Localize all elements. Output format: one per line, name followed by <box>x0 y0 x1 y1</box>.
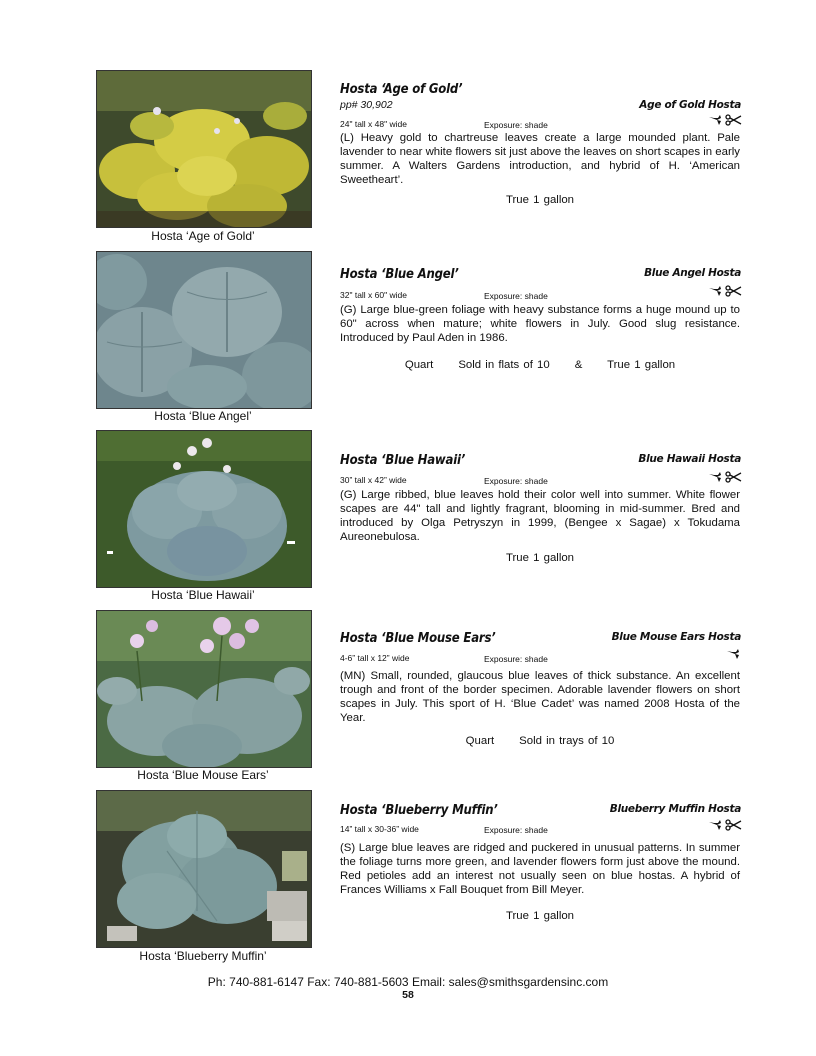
cut-flower-icon <box>726 820 741 830</box>
common-name: Blueberry Muffin Hosta <box>609 803 741 815</box>
exposure: Exposure: shade <box>484 476 548 486</box>
availability: True 1 gallon <box>505 552 575 564</box>
plant-size: 4-6” tall x 12” wide <box>340 653 410 663</box>
photo-caption: Hosta ‘Age of Gold’ <box>151 229 255 243</box>
photo-caption: Hosta ‘Blue Hawaii’ <box>151 588 255 602</box>
common-name: Age of Gold Hosta <box>639 99 741 111</box>
plant-photo <box>96 251 312 409</box>
availability: True 1 gallon <box>505 910 575 922</box>
hummingbird-icon <box>709 820 721 830</box>
cut-flower-icon <box>726 115 741 125</box>
plant-description: (G) Large blue-green foliage with heavy substance forms a huge mound up to 60" across when mature; white flowers in July. Good slug resistance. Introduced by Paul Aden in 1986. <box>340 304 740 344</box>
exposure: Exposure: shade <box>484 291 548 301</box>
availability: Quart Sold in trays of 10 <box>465 735 615 747</box>
plant-title: Hosta ‘Blueberry Muffin’ <box>340 803 498 818</box>
common-name: Blue Hawaii Hosta <box>638 453 741 465</box>
plant-size: 24" tall x 48" wide <box>340 119 407 129</box>
plant-photo <box>96 610 312 768</box>
common-name: Blue Mouse Ears Hosta <box>611 631 741 643</box>
plant-photo <box>96 790 312 948</box>
hummingbird-icon <box>727 649 739 659</box>
attribute-icons <box>708 113 742 127</box>
plant-title: Hosta ‘Blue Hawaii’ <box>340 453 466 468</box>
plant-title: Hosta ‘Blue Mouse Ears’ <box>340 631 496 646</box>
plant-title: Hosta ‘Age of Gold’ <box>340 82 463 97</box>
plant-photo <box>96 430 312 588</box>
photo-caption: Hosta ‘Blue Mouse Ears’ <box>137 768 269 782</box>
attribute-icons <box>708 647 742 661</box>
exposure: Exposure: shade <box>484 120 548 130</box>
plant-title: Hosta ‘Blue Angel’ <box>340 267 459 282</box>
patent-number: pp# 30,902 <box>340 99 393 111</box>
attribute-icons <box>708 470 742 484</box>
hummingbird-icon <box>709 472 721 482</box>
hummingbird-icon <box>709 115 721 125</box>
common-name: Blue Angel Hosta <box>644 267 741 279</box>
hummingbird-icon <box>709 286 721 296</box>
page-number: 58 <box>402 989 414 1001</box>
photo-caption: Hosta ‘Blue Angel’ <box>154 409 252 423</box>
plant-size: 32" tall x 60" wide <box>340 290 407 300</box>
attribute-icons <box>708 284 742 298</box>
photo-caption: Hosta ‘Blueberry Muffin’ <box>139 949 267 963</box>
exposure: Exposure: shade <box>484 825 548 835</box>
exposure: Exposure: shade <box>484 654 548 664</box>
plant-size: 30” tall x 42” wide <box>340 475 407 485</box>
plant-description: (G) Large ribbed, blue leaves hold their color well into summer. White flower scapes are 44" tall and lightly fragrant, blooming in mid-summer. Bred and introduced by Olga Petryszyn in 1999, (Bengee x Sagae) x Tokudama Aureonebulosa. <box>340 489 740 543</box>
attribute-icons <box>708 818 742 832</box>
availability: Quart Sold in flats of 10 & True 1 gallon <box>404 359 676 371</box>
plant-size: 14” tall x 30-36” wide <box>340 824 419 834</box>
availability: True 1 gallon <box>505 194 575 206</box>
plant-photo <box>96 70 312 228</box>
cut-flower-icon <box>726 472 741 482</box>
plant-description: (L) Heavy gold to chartreuse leaves create a large mounded plant. Pale lavender to near white flowers sit just above the leaves on short scapes in early summer. A Walters Gardens introduction, and hybrid of H. ‘American Sweetheart’. <box>340 132 740 186</box>
cut-flower-icon <box>726 286 741 296</box>
plant-description: (S) Large blue leaves are ridged and puckered in unusual patterns. In summer the foliage turns more green, and lavender flowers form just above the mound. Red petioles add an interest not usually seen on blue hostas. A hybrid of Frances Williams x Fall Bouquet from Bill Meyer. <box>340 842 740 896</box>
plant-description: (MN) Small, rounded, glaucous blue leaves of thick substance. An excellent trough and front of the border specimen. Adorable lavender flowers on short scapes in July. This sport of H. ‘Blue Cadet’ was named 2008 Hosta of the Year. <box>340 670 740 724</box>
contact-footer: Ph: 740-881-6147 Fax: 740-881-5603 Email: sales@smithsgardensinc.com <box>207 975 609 989</box>
